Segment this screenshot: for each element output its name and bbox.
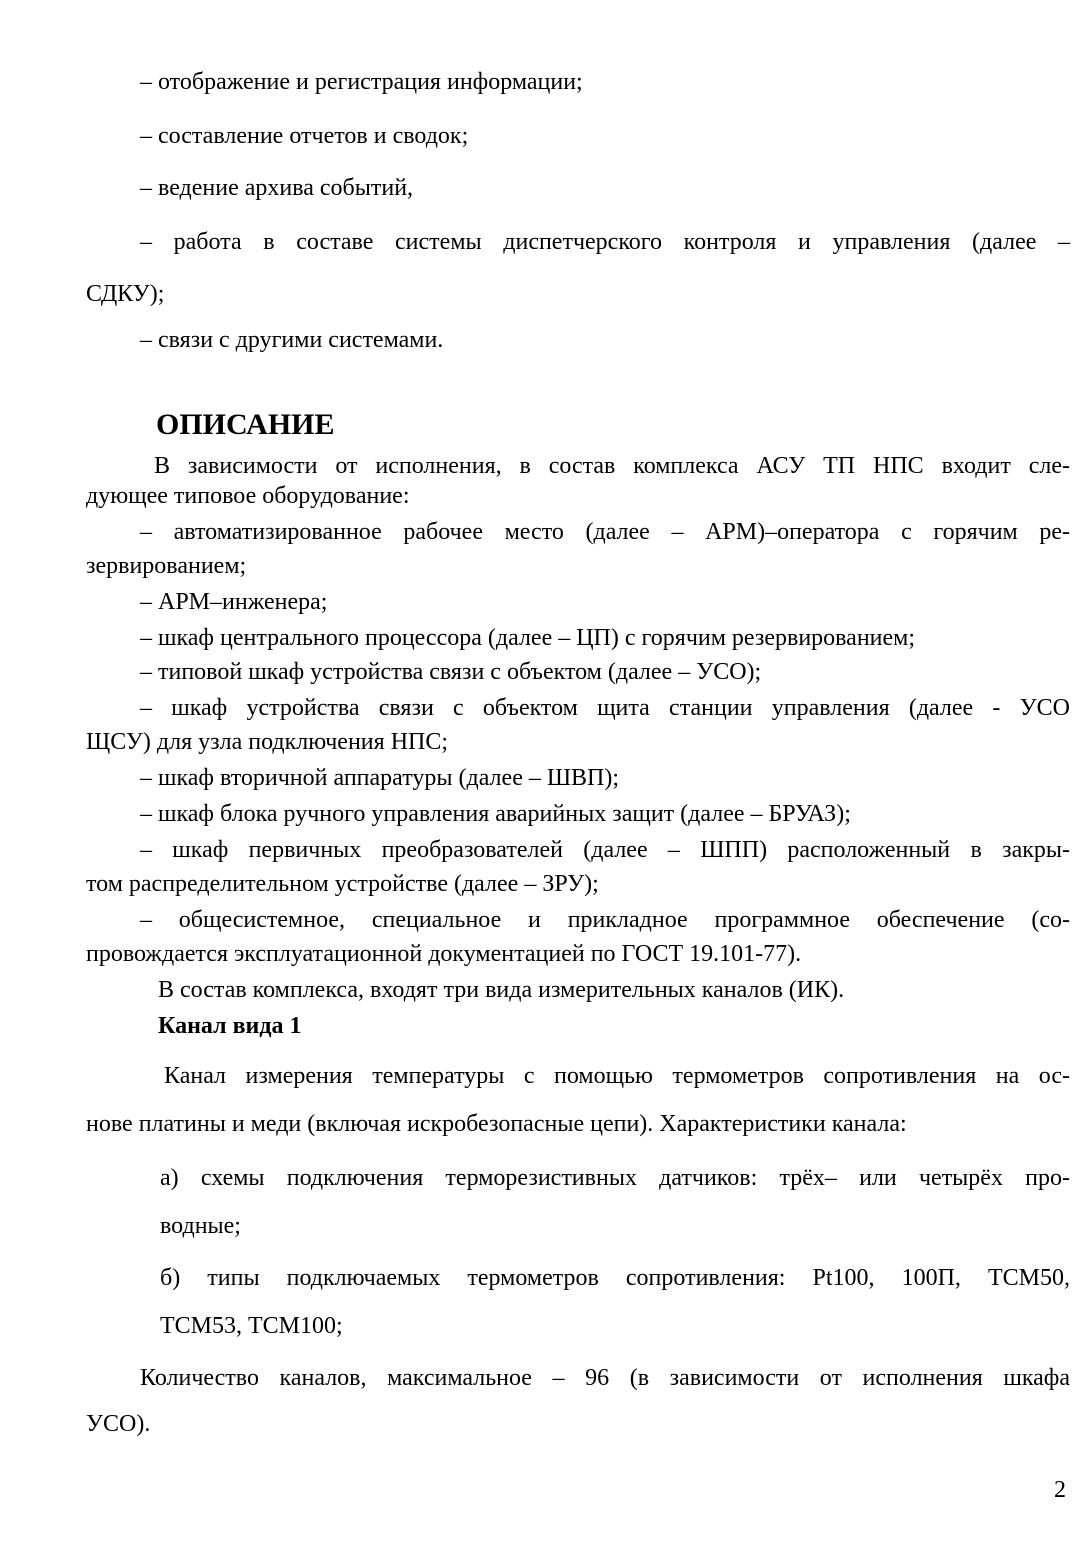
equipment-item: – шкаф первичных преобразователей (далее – ШПП) расположенный в закры- <box>140 837 1070 863</box>
characteristic-item-continuation: водные; <box>160 1213 241 1239</box>
list-item: – связи с другими системами. <box>140 327 444 353</box>
equipment-item: – шкаф устройства связи с объектом щита станции управления (далее - УСО <box>140 695 1070 721</box>
characteristic-item: б) типы подключаемых термометров сопротивления: Pt100, 100П, ТСМ50, <box>160 1265 1070 1291</box>
paragraph-line: Количество каналов, максимальное – 96 (в зависимости от исполнения шкафа <box>140 1365 1070 1391</box>
equipment-item: – автоматизированное рабочее место (далее – АРМ)–оператора с горячим ре- <box>140 519 1070 545</box>
page-number: 2 <box>1054 1477 1066 1503</box>
equipment-item: – АРМ–инженера; <box>140 589 328 615</box>
characteristic-item-continuation: ТСМ53, ТСМ100; <box>160 1313 343 1339</box>
paragraph-line: В зависимости от исполнения, в состав комплекса АСУ ТП НПС входит сле- <box>154 453 1070 479</box>
paragraph-line: Канал измерения температуры с помощью термометров сопротивления на ос- <box>164 1063 1070 1089</box>
list-item: – отображение и регистрация информации; <box>140 69 583 95</box>
equipment-item: – шкаф центрального процессора (далее – ЦП) с горячим резервированием; <box>140 625 916 651</box>
list-item: – ведение архива событий, <box>140 175 414 201</box>
paragraph-line: дующее типовое оборудование: <box>86 483 410 509</box>
list-item: – работа в составе системы диспетчерского контроля и управления (далее – <box>140 229 1070 255</box>
equipment-item: – шкаф вторичной аппаратуры (далее – ШВП); <box>140 765 620 791</box>
section-title: ОПИСАНИЕ <box>156 408 335 441</box>
equipment-item-continuation: ЩСУ) для узла подключения НПС; <box>86 729 449 755</box>
paragraph-line: нове платины и меди (включая искробезопасные цепи). Характеристики канала: <box>86 1111 907 1137</box>
characteristic-item: а) схемы подключения терморезистивных датчиков: трёх– или четырёх про- <box>160 1165 1070 1191</box>
equipment-item-continuation: провождается эксплуатационной документацией по ГОСТ 19.101-77). <box>86 941 802 967</box>
paragraph-line: УСО). <box>86 1411 151 1437</box>
equipment-item-continuation: том распределительном устройстве (далее – ЗРУ); <box>86 871 599 897</box>
equipment-item: – шкаф блока ручного управления аварийных защит (далее – БРУАЗ); <box>140 801 851 827</box>
subsection-title: Канал вида 1 <box>158 1013 302 1039</box>
list-item: – составление отчетов и сводок; <box>140 123 469 149</box>
equipment-item: – типовой шкаф устройства связи с объектом (далее – УСО); <box>140 659 762 685</box>
equipment-item-continuation: зервированием; <box>86 553 247 579</box>
equipment-item: – общесистемное, специальное и прикладное программное обеспечение (со- <box>140 907 1070 933</box>
list-item-continuation: СДКУ); <box>86 281 165 307</box>
paragraph-line: В состав комплекса, входят три вида измерительных каналов (ИК). <box>158 977 845 1003</box>
